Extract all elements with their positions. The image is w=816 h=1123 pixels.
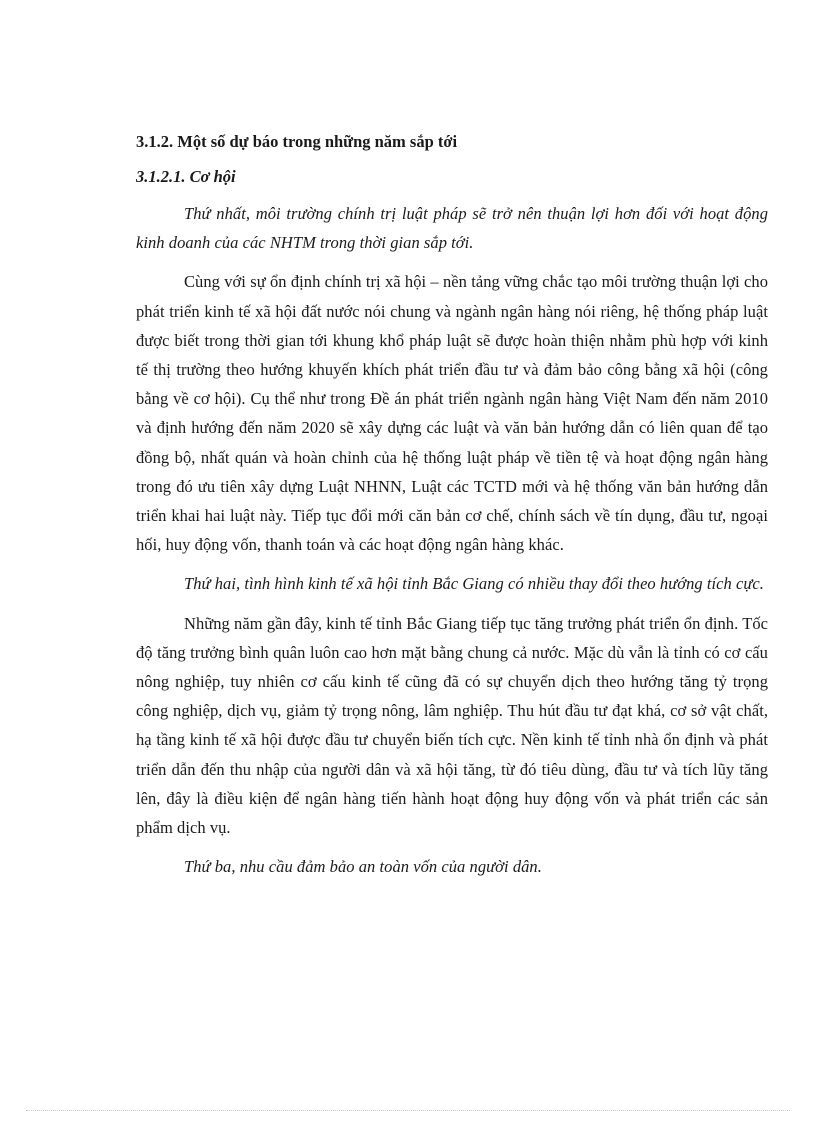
page-footer-divider xyxy=(26,1110,790,1111)
section-heading: 3.1.2. Một số dự báo trong những năm sắp tới xyxy=(136,132,458,151)
paragraph-lead-1: Thứ nhất, môi trường chính trị luật pháp sẽ trở nên thuận lợi hơn đối với hoạt động kinh doanh của các NHTM trong thời gian sắp tới. xyxy=(136,204,768,253)
subsection-heading: 3.1.2.1. Cơ hội xyxy=(136,167,236,186)
paragraph-body-2: Những năm gần đây, kinh tế tỉnh Bắc Giang tiếp tục tăng trưởng phát triển ổn định. Tốc độ tăng trưởng bình quân luôn cao hơn mặt bằng chung cả nước. Mặc dù vẫn là tỉnh có cơ cấu nông nghiệp, tuy nhiên cơ cấu kinh tế cũng đã có sự chuyển dịch theo hướng tăng tỷ trọng công nghiệp, dịch vụ, giảm tỷ trọng nông, lâm nghiệp. Thu hút đầu tư đạt khá, cơ sở vật chất, hạ tầng kinh tế xã hội được đầu tư chuyển biến tích cực. Nền kinh tế tỉnh nhà ổn định và phát triển dẫn đến thu nhập của người dân và xã hội tăng, từ đó tiêu dùng, đầu tư và tích lũy tăng lên, đây là điều kiện để ngân hàng tiến hành hoạt động huy động vốn và phát triển các sản phẩm dịch vụ. xyxy=(136,613,768,838)
paragraph-body-1: Cùng với sự ổn định chính trị xã hội – nền tảng vững chắc tạo môi trường thuận lợi cho phát triển kinh tế xã hội đất nước nói chung và ngành ngân hàng nói riêng, hệ thống pháp luật được biết trong thời gian tới khung khổ pháp luật sẽ được hoàn thiện nhằm phù hợp với kinh tế thị trường theo hướng khuyến khích phát triển đầu tư và đảm bảo công bằng xã hội (công bằng về cơ hội). Cụ thể như trong Đề án phát triển ngành ngân hàng Việt Nam đến năm 2010 và định hướng đến năm 2020 sẽ xây dựng các luật và văn bản hướng dẫn có liên quan để tạo đồng bộ, nhất quán và hoàn chỉnh của hệ thống luật pháp về tiền tệ và hoạt động ngân hàng trong đó ưu tiên xây dựng Luật NHNN, Luật các TCTD mới và hệ thống văn bản hướng dẫn triển khai hai luật này. Tiếp tục đổi mới căn bản cơ chế, chính sách về tín dụng, đầu tư, ngoại hối, huy động vốn, thanh toán và các hoạt động ngân hàng khác. xyxy=(136,272,768,555)
paragraph-lead-2: Thứ hai, tình hình kinh tế xã hội tỉnh Bắc Giang có nhiều thay đổi theo hướng tích cực. xyxy=(184,574,764,594)
page-content xyxy=(136,130,768,881)
paragraph-lead-3: Thứ ba, nhu cầu đảm bảo an toàn vốn của người dân. xyxy=(184,857,542,877)
